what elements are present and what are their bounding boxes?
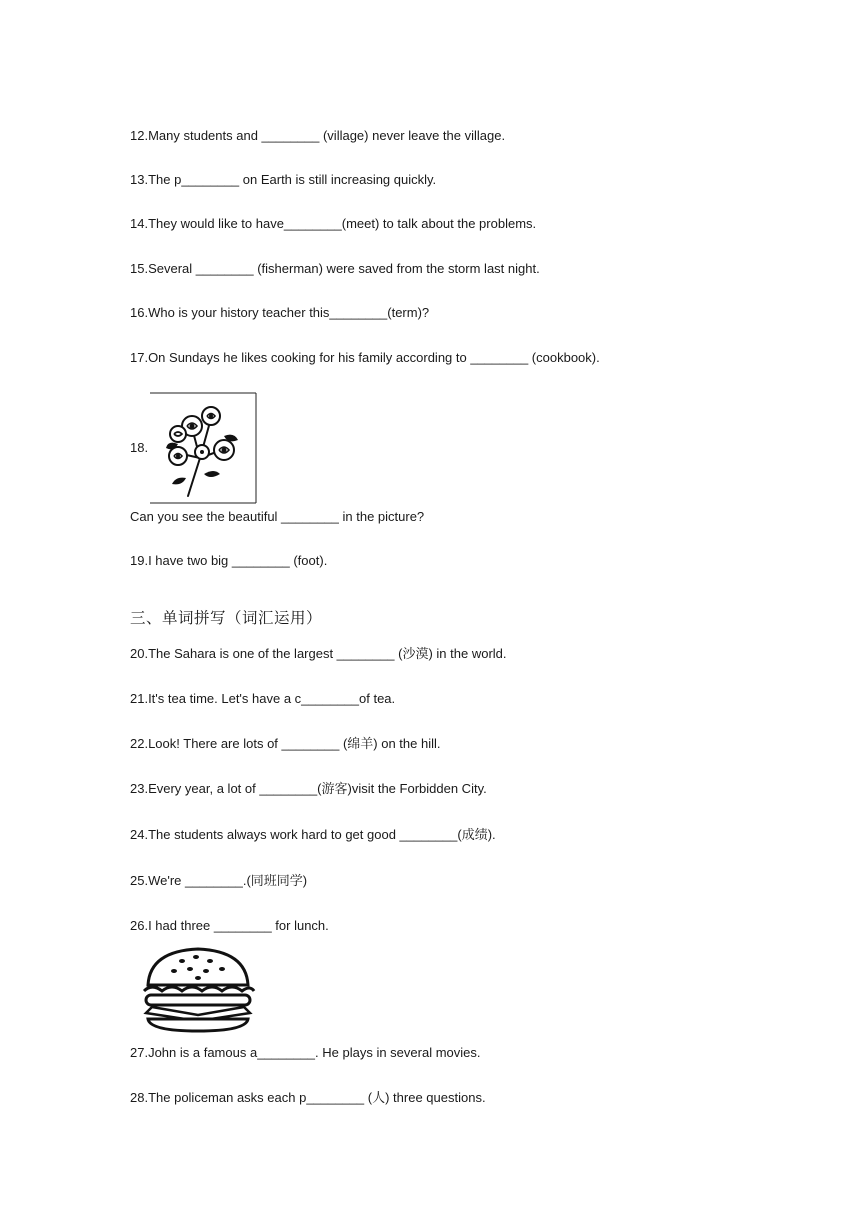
question-26: 26.I had three ________ for lunch. (130, 918, 329, 933)
hamburger-icon (138, 945, 258, 1033)
question-27: 27.John is a famous a________. He plays in several movies. (130, 1045, 481, 1060)
question-13: 13.The p________ on Earth is still increasing quickly. (130, 172, 437, 187)
question-17: 17.On Sundays he likes cooking for his family according to ________ (cookbook). (130, 350, 600, 365)
question-19: 19.I have two big ________ (foot). (130, 553, 328, 568)
section-heading: 三、单词拼写（词汇运用） (130, 610, 323, 627)
question-21: 21.It's tea time. Let's have a c________of tea. (130, 691, 396, 706)
question-18-number: 18. (130, 440, 149, 455)
question-23: 23.Every year, a lot of ________(游客)visit the Forbidden City. (130, 781, 487, 796)
question-24: 24.The students always work hard to get good ________(成绩). (130, 827, 496, 842)
question-15: 15.Several ________ (fisherman) were saved from the storm last night. (130, 261, 540, 276)
question-14: 14.They would like to have________(meet) to talk about the problems. (130, 216, 537, 231)
question-12: 12.Many students and ________ (village) never leave the village. (130, 128, 506, 143)
question-28: 28.The policeman asks each p________ (人) three questions. (130, 1090, 486, 1105)
question-16: 16.Who is your history teacher this________(term)? (130, 305, 430, 320)
question-22: 22.Look! There are lots of ________ (绵羊) on the hill. (130, 736, 441, 751)
question-20: 20.The Sahara is one of the largest ________ (沙漠) in the world. (130, 646, 507, 661)
question-18-text: Can you see the beautiful ________ in the picture? (130, 509, 425, 524)
question-25: 25.We're ________.(同班同学) (130, 873, 308, 888)
flower-bouquet-icon (148, 392, 258, 504)
